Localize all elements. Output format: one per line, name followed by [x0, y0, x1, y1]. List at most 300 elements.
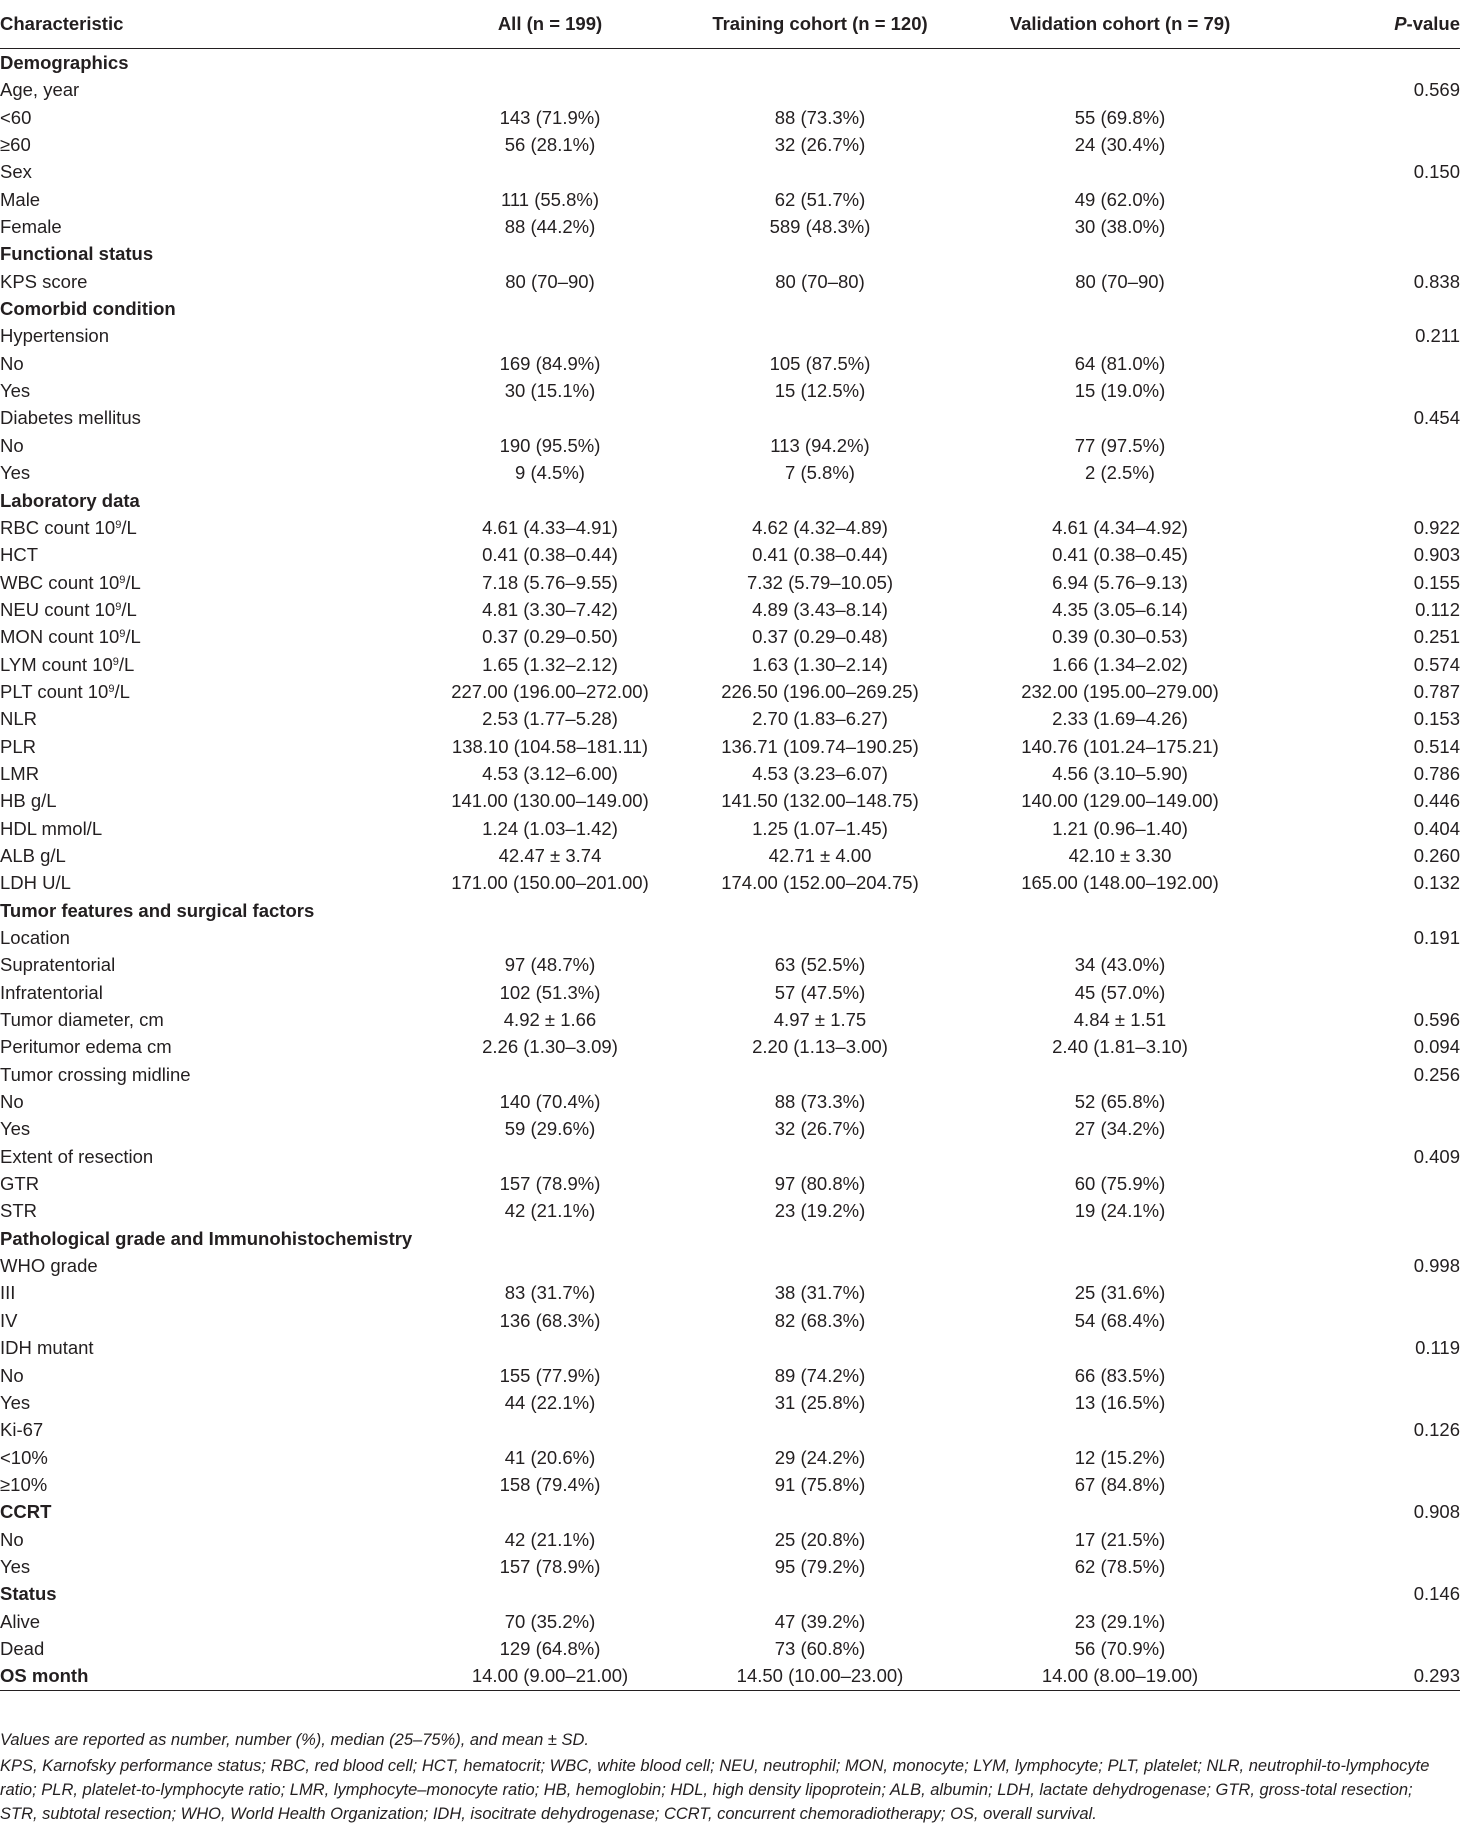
- cell-pvalue: [1270, 1362, 1460, 1389]
- cell-pvalue: [1270, 377, 1460, 404]
- cell-validation: 0.39 (0.30–0.53): [1052, 626, 1188, 648]
- table-row: [0, 787, 1460, 814]
- row-label: [0, 1444, 430, 1471]
- table-row: [0, 1362, 1460, 1389]
- cell-training: 14.50 (10.00–23.00): [670, 1662, 970, 1690]
- row-label: [0, 924, 430, 951]
- table-row: [0, 1197, 1460, 1224]
- cell-pvalue: [1270, 1553, 1460, 1580]
- cell-validation: [970, 404, 1270, 431]
- row-label: [0, 1580, 430, 1607]
- cell-validation: 17 (21.5%): [1074, 1528, 1166, 1550]
- row-label: [0, 459, 430, 486]
- section-row: [0, 1498, 1460, 1525]
- row-label: [0, 842, 430, 869]
- cell-all: 56 (28.1%): [504, 134, 596, 156]
- cell-training: 25 (20.8%): [774, 1528, 866, 1550]
- cell-all: 157 (78.9%): [499, 1555, 601, 1577]
- cell-training: [670, 158, 970, 185]
- cell-pvalue: 0.838: [1413, 270, 1460, 292]
- table-row: [0, 541, 1460, 568]
- cell-training: [670, 1225, 970, 1252]
- row-label: [0, 1061, 430, 1088]
- row-label: [0, 651, 430, 678]
- cell-pvalue: 0.596: [1413, 1009, 1460, 1031]
- cell-all: [430, 49, 670, 77]
- values-note: Values are reported as number, number (%), median (25–75%), and mean ± SD.: [0, 1731, 589, 1749]
- cell-training: 7 (5.8%): [785, 462, 855, 484]
- cell-training: [670, 1498, 970, 1525]
- row-label: [0, 596, 430, 623]
- cell-validation: 54 (68.4%): [1074, 1309, 1166, 1331]
- table-row: [0, 979, 1460, 1006]
- cell-training: 23 (19.2%): [774, 1200, 866, 1222]
- cell-training: [670, 1252, 970, 1279]
- row-label-text: III: [0, 1282, 16, 1304]
- row-label: [0, 1471, 430, 1498]
- cell-all: [430, 1498, 670, 1525]
- table-row: [0, 569, 1460, 596]
- row-label-suffix: /L: [125, 626, 141, 648]
- row-label-suffix: /L: [121, 598, 137, 620]
- table-row: [0, 322, 1460, 349]
- cell-training: 32 (26.7%): [774, 1118, 866, 1140]
- cell-pvalue: [1270, 1197, 1460, 1224]
- table-row: [0, 678, 1460, 705]
- cell-all: 136 (68.3%): [499, 1309, 601, 1331]
- cell-pvalue: 0.155: [1413, 571, 1460, 593]
- cell-pvalue: [1270, 1088, 1460, 1115]
- row-label-text: ALB g/L: [0, 844, 66, 866]
- cell-pvalue: [1270, 131, 1460, 158]
- cell-training: 105 (87.5%): [769, 352, 871, 374]
- cell-training: 38 (31.7%): [774, 1282, 866, 1304]
- table-row: [0, 1526, 1460, 1553]
- row-label: [0, 1115, 430, 1142]
- table-row: [0, 158, 1460, 185]
- cell-all: 80 (70–90): [505, 270, 595, 292]
- cell-all: 42 (21.1%): [504, 1528, 596, 1550]
- cell-all: 4.81 (3.30–7.42): [482, 598, 618, 620]
- cell-validation: 15 (19.0%): [1074, 380, 1166, 402]
- cell-all: 158 (79.4%): [499, 1473, 601, 1495]
- row-label-text: IV: [0, 1309, 18, 1331]
- cell-validation: 6.94 (5.76–9.13): [1052, 571, 1188, 593]
- row-label-text: Yes: [0, 462, 31, 484]
- row-label-superscript: 9: [115, 518, 122, 531]
- row-label-text: NLR: [0, 708, 38, 730]
- table-row: [0, 760, 1460, 787]
- cell-pvalue: [1270, 1389, 1460, 1416]
- cell-pvalue: 0.112: [1415, 598, 1460, 620]
- row-label: [0, 1416, 430, 1443]
- row-label: [0, 186, 430, 213]
- cell-all: 1.65 (1.32–2.12): [482, 653, 618, 675]
- cell-validation: [970, 1225, 1270, 1252]
- cell-validation: [970, 1252, 1270, 1279]
- row-label-text: Yes: [0, 1118, 31, 1140]
- cell-training: [670, 487, 970, 514]
- row-label-text: LYM count 10: [0, 653, 113, 675]
- header-pvalue-italic: P: [1394, 13, 1407, 34]
- cell-pvalue: 0.908: [1413, 1501, 1460, 1523]
- cell-pvalue: [1270, 459, 1460, 486]
- cell-all: [430, 897, 670, 924]
- row-label: [0, 1362, 430, 1389]
- row-label-text: Infratentorial: [0, 981, 103, 1003]
- cell-validation: 62 (78.5%): [1074, 1555, 1166, 1577]
- row-label: [0, 1252, 430, 1279]
- cell-pvalue: [1270, 1307, 1460, 1334]
- cell-training: [670, 1061, 970, 1088]
- cell-pvalue: 0.574: [1413, 653, 1460, 675]
- row-label-text: OS month: [0, 1665, 89, 1687]
- cell-pvalue: 0.514: [1413, 735, 1460, 757]
- cell-training: 31 (25.8%): [774, 1391, 866, 1413]
- row-label: [0, 268, 430, 295]
- cell-training: 174.00 (152.00–204.75): [721, 872, 919, 894]
- cell-all: 83 (31.7%): [504, 1282, 596, 1304]
- table-row: [0, 1389, 1460, 1416]
- cell-training: [670, 1416, 970, 1443]
- cell-pvalue: 0.211: [1415, 325, 1460, 347]
- table-row: [0, 1061, 1460, 1088]
- row-label: [0, 514, 430, 541]
- cell-validation: 23 (29.1%): [1074, 1610, 1166, 1632]
- row-label: [0, 1662, 430, 1690]
- row-label: [0, 869, 430, 896]
- row-label-text: Hypertension: [0, 325, 110, 347]
- cell-pvalue: 0.094: [1413, 1036, 1460, 1058]
- cell-pvalue: 0.150: [1413, 161, 1460, 183]
- cell-pvalue: [1270, 1608, 1460, 1635]
- cell-validation: 52 (65.8%): [1074, 1091, 1166, 1113]
- cell-pvalue: [1270, 1225, 1460, 1252]
- table-row: [0, 1307, 1460, 1334]
- cell-training: [670, 295, 970, 322]
- cell-all: 42 (21.1%): [504, 1200, 596, 1222]
- cell-validation: 165.00 (148.00–192.00): [1021, 872, 1219, 894]
- cell-all: 70 (35.2%): [504, 1610, 596, 1632]
- table-row: [0, 1143, 1460, 1170]
- row-label-suffix: /L: [118, 653, 135, 675]
- row-label-text: Peritumor edema cm: [0, 1036, 172, 1058]
- cell-validation: 4.84 ± 1.51: [1073, 1009, 1167, 1031]
- table-row: [0, 733, 1460, 760]
- header-all: All (n = 199): [430, 0, 670, 49]
- cell-training: 0.37 (0.29–0.48): [752, 626, 888, 648]
- row-label-text: Sex: [0, 161, 32, 183]
- cell-validation: 77 (97.5%): [1074, 434, 1166, 456]
- cell-training: 1.25 (1.07–1.45): [752, 817, 888, 839]
- cell-training: 4.89 (3.43–8.14): [752, 598, 888, 620]
- abbreviations-note: KPS, Karnofsky performance status; RBC, red blood cell; HCT, hematocrit; WBC, white blood cell; NEU, neutrophil; MON, monocyte; LYM, lymphocyte; PLT, platelet; NLR, neutrophil-to-lymphocyte ratio; PLR, platelet-to-lymphocyte ratio; LMR, lymphocyte–monocyte ratio; HB, hemoglobin; HDL, high density lipoprotein; ALB, albumin; LDH, lactate dehydrogenase; GTR, gross-total resection; STR, subtotal resection; WHO, World Health Organization; IDH, isocitrate dehydrogenase; CCRT, concurrent chemoradiotherapy; OS, overall survival.: [0, 1757, 1430, 1823]
- cell-pvalue: [1270, 295, 1460, 322]
- cell-all: 59 (29.6%): [504, 1118, 596, 1140]
- row-label: [0, 733, 430, 760]
- cell-pvalue: [1270, 350, 1460, 377]
- cell-pvalue: [1270, 104, 1460, 131]
- cell-all: [430, 158, 670, 185]
- cell-validation: 19 (24.1%): [1074, 1200, 1166, 1222]
- row-label-text: PLR: [0, 735, 36, 757]
- row-label-text: HCT: [0, 544, 39, 566]
- row-label-superscript: 9: [112, 655, 119, 668]
- cell-all: 169 (84.9%): [499, 352, 601, 374]
- row-label: [0, 1197, 430, 1224]
- cell-validation: 66 (83.5%): [1074, 1364, 1166, 1386]
- cell-all: 155 (77.9%): [499, 1364, 601, 1386]
- cell-training: 15 (12.5%): [774, 380, 866, 402]
- cell-validation: 30 (38.0%): [1074, 216, 1166, 238]
- cell-validation: 232.00 (195.00–279.00): [1021, 680, 1219, 702]
- cell-pvalue: 0.119: [1415, 1337, 1460, 1359]
- row-label-suffix: /L: [125, 571, 141, 593]
- row-label-text: HB g/L: [0, 790, 57, 812]
- cell-validation: 55 (69.8%): [1074, 106, 1166, 128]
- table-row: [0, 350, 1460, 377]
- row-label: [0, 1307, 430, 1334]
- cell-all: 129 (64.8%): [499, 1637, 601, 1659]
- row-label: [0, 1006, 430, 1033]
- cell-pvalue: [1270, 1444, 1460, 1471]
- cell-validation: 4.35 (3.05–6.14): [1052, 598, 1188, 620]
- table-row: [0, 514, 1460, 541]
- row-label: [0, 1635, 430, 1662]
- cell-validation: 140.76 (101.24–175.21): [1021, 735, 1219, 757]
- cell-validation: [970, 1061, 1270, 1088]
- cell-all: 42.47 ± 3.74: [498, 844, 602, 866]
- cell-all: [430, 487, 670, 514]
- cell-training: 2.20 (1.13–3.00): [752, 1036, 888, 1058]
- cell-all: 97 (48.7%): [504, 954, 596, 976]
- cell-validation: 2.40 (1.81–3.10): [1052, 1036, 1188, 1058]
- row-label-text: Demographics: [0, 52, 129, 73]
- cell-validation: 24 (30.4%): [1074, 134, 1166, 156]
- cell-all: 138.10 (104.58–181.11): [451, 735, 649, 757]
- row-label: [0, 760, 430, 787]
- cell-all: 7.18 (5.76–9.55): [482, 571, 618, 593]
- row-label: [0, 1033, 430, 1060]
- row-label-superscript: 9: [119, 573, 126, 586]
- cell-all: [430, 76, 670, 103]
- cell-validation: 13 (16.5%): [1074, 1391, 1166, 1413]
- row-label-text: No: [0, 352, 24, 374]
- cell-all: 44 (22.1%): [504, 1391, 596, 1413]
- row-label-text: No: [0, 1364, 24, 1386]
- row-label-text: No: [0, 1091, 24, 1113]
- row-label: [0, 705, 430, 732]
- cell-pvalue: 0.251: [1413, 626, 1460, 648]
- cell-pvalue: 0.903: [1413, 544, 1460, 566]
- cell-all: [430, 1061, 670, 1088]
- row-label: [0, 49, 430, 77]
- row-label: [0, 1553, 430, 1580]
- row-label-text: Tumor crossing midline: [0, 1063, 191, 1085]
- row-label: [0, 158, 430, 185]
- table-row: [0, 1033, 1460, 1060]
- table-row: [0, 1608, 1460, 1635]
- table-row: [0, 1006, 1460, 1033]
- row-label-text: Extent of resection: [0, 1145, 154, 1167]
- cell-pvalue: 0.191: [1413, 927, 1460, 948]
- cell-training: 57 (47.5%): [774, 981, 866, 1003]
- row-label-text: Yes: [0, 1391, 31, 1413]
- section-row: [0, 1580, 1460, 1607]
- cell-training: 97 (80.8%): [774, 1173, 866, 1195]
- row-label-text: Diabetes mellitus: [0, 407, 141, 429]
- table-row: [0, 1115, 1460, 1142]
- cell-all: 14.00 (9.00–21.00): [430, 1662, 670, 1690]
- cell-validation: [970, 49, 1270, 77]
- cell-validation: 25 (31.6%): [1074, 1282, 1166, 1304]
- cell-training: [670, 1580, 970, 1607]
- table-row: [0, 842, 1460, 869]
- table-row: [0, 404, 1460, 431]
- cell-validation: 14.00 (8.00–19.00): [970, 1662, 1270, 1690]
- table-row: [0, 104, 1460, 131]
- row-label: [0, 1088, 430, 1115]
- table-row: [0, 651, 1460, 678]
- cell-all: [430, 1225, 670, 1252]
- row-label-text: GTR: [0, 1173, 40, 1195]
- cell-all: [430, 240, 670, 267]
- cell-validation: 60 (75.9%): [1074, 1173, 1166, 1195]
- cell-training: [670, 49, 970, 77]
- table-row: [0, 623, 1460, 650]
- row-label: [0, 295, 430, 322]
- cell-training: [670, 924, 970, 951]
- cell-pvalue: [1270, 897, 1460, 924]
- cell-all: 88 (44.2%): [504, 216, 596, 238]
- table-row: [0, 815, 1460, 842]
- row-label-text: Laboratory data: [0, 489, 140, 511]
- cell-all: 1.24 (1.03–1.42): [482, 817, 618, 839]
- cell-pvalue: [1270, 1471, 1460, 1498]
- table-row: [0, 1252, 1460, 1279]
- header-training: Training cohort (n = 120): [670, 0, 970, 49]
- row-label: [0, 1498, 430, 1525]
- row-label: [0, 240, 430, 267]
- section-row: [0, 1662, 1460, 1690]
- table-header: [0, 0, 1460, 49]
- cell-validation: [970, 1143, 1270, 1170]
- row-label-text: Functional status: [0, 243, 154, 265]
- cell-pvalue: 0.998: [1413, 1255, 1460, 1277]
- cell-all: 143 (71.9%): [499, 106, 601, 128]
- row-label: [0, 1279, 430, 1306]
- row-label: [0, 979, 430, 1006]
- cell-pvalue: 0.146: [1413, 1583, 1460, 1605]
- row-label-text: Female: [0, 216, 62, 238]
- cell-validation: [970, 924, 1270, 951]
- cell-all: 4.92 ± 1.66: [503, 1009, 597, 1031]
- cell-validation: 80 (70–90): [1075, 270, 1165, 292]
- row-label-text: Yes: [0, 1555, 31, 1577]
- cell-training: 62 (51.7%): [774, 188, 866, 210]
- table-row: [0, 213, 1460, 240]
- table-row: [0, 1635, 1460, 1662]
- cell-all: 4.61 (4.33–4.91): [482, 516, 618, 538]
- cell-validation: 4.56 (3.10–5.90): [1052, 762, 1188, 784]
- cell-pvalue: 0.404: [1413, 817, 1460, 839]
- row-label-text: <10%: [0, 1446, 48, 1468]
- cell-pvalue: 0.132: [1413, 872, 1460, 894]
- row-label-text: Location: [0, 927, 70, 948]
- row-label: [0, 951, 430, 978]
- row-label-text: LMR: [0, 762, 40, 784]
- cell-validation: [970, 240, 1270, 267]
- row-label-text: CCRT: [0, 1501, 52, 1523]
- cell-all: 140 (70.4%): [499, 1091, 601, 1113]
- cell-all: 227.00 (196.00–272.00): [451, 680, 649, 702]
- cell-all: 141.00 (130.00–149.00): [451, 790, 649, 812]
- cell-all: [430, 1252, 670, 1279]
- cell-validation: 64 (81.0%): [1074, 352, 1166, 374]
- cell-training: 63 (52.5%): [774, 954, 866, 976]
- cell-training: 89 (74.2%): [774, 1364, 866, 1386]
- row-label: [0, 1170, 430, 1197]
- row-label-text: Tumor diameter, cm: [0, 1009, 164, 1031]
- cell-pvalue: [1270, 979, 1460, 1006]
- table-row: [0, 1279, 1460, 1306]
- cell-training: 80 (70–80): [775, 270, 865, 292]
- row-label: [0, 1334, 430, 1361]
- row-label: [0, 213, 430, 240]
- cell-training: [670, 1334, 970, 1361]
- cell-training: 42.71 ± 4.00: [768, 844, 872, 866]
- cell-all: [430, 295, 670, 322]
- cell-validation: [970, 1498, 1270, 1525]
- row-label-text: HDL mmol/L: [0, 817, 103, 839]
- table-row: [0, 1170, 1460, 1197]
- row-label-superscript: 9: [115, 600, 122, 613]
- row-label-text: LDH U/L: [0, 872, 71, 894]
- cell-all: [430, 1580, 670, 1607]
- row-label: [0, 623, 430, 650]
- cell-training: 47 (39.2%): [774, 1610, 866, 1632]
- cell-validation: 1.66 (1.34–2.02): [1052, 653, 1188, 675]
- cell-all: 2.53 (1.77–5.28): [482, 708, 618, 730]
- cell-training: 4.62 (4.32–4.89): [752, 516, 888, 538]
- section-row: [0, 295, 1460, 322]
- cell-all: 190 (95.5%): [499, 434, 601, 456]
- cell-pvalue: 0.454: [1413, 407, 1460, 429]
- row-label-text: Alive: [0, 1610, 41, 1632]
- cell-validation: 140.00 (129.00–149.00): [1021, 790, 1219, 812]
- cell-validation: [970, 1416, 1270, 1443]
- section-row: [0, 487, 1460, 514]
- cell-training: 1.63 (1.30–2.14): [752, 653, 888, 675]
- table-row: [0, 1334, 1460, 1361]
- cell-validation: 1.21 (0.96–1.40): [1052, 817, 1188, 839]
- section-row: [0, 1225, 1460, 1252]
- table-row: [0, 869, 1460, 896]
- row-label: [0, 1608, 430, 1635]
- row-label: [0, 76, 430, 103]
- row-label: [0, 815, 430, 842]
- row-label: [0, 350, 430, 377]
- row-label-text: No: [0, 434, 24, 456]
- table-row: [0, 1444, 1460, 1471]
- header-row: [0, 0, 1460, 49]
- cell-training: 7.32 (5.79–10.05): [746, 571, 894, 593]
- cell-validation: [970, 76, 1270, 103]
- cell-pvalue: [1270, 487, 1460, 514]
- header-pvalue-rest: -value: [1406, 13, 1460, 34]
- row-label-text: KPS score: [0, 270, 88, 292]
- cell-training: 29 (24.2%): [774, 1446, 866, 1468]
